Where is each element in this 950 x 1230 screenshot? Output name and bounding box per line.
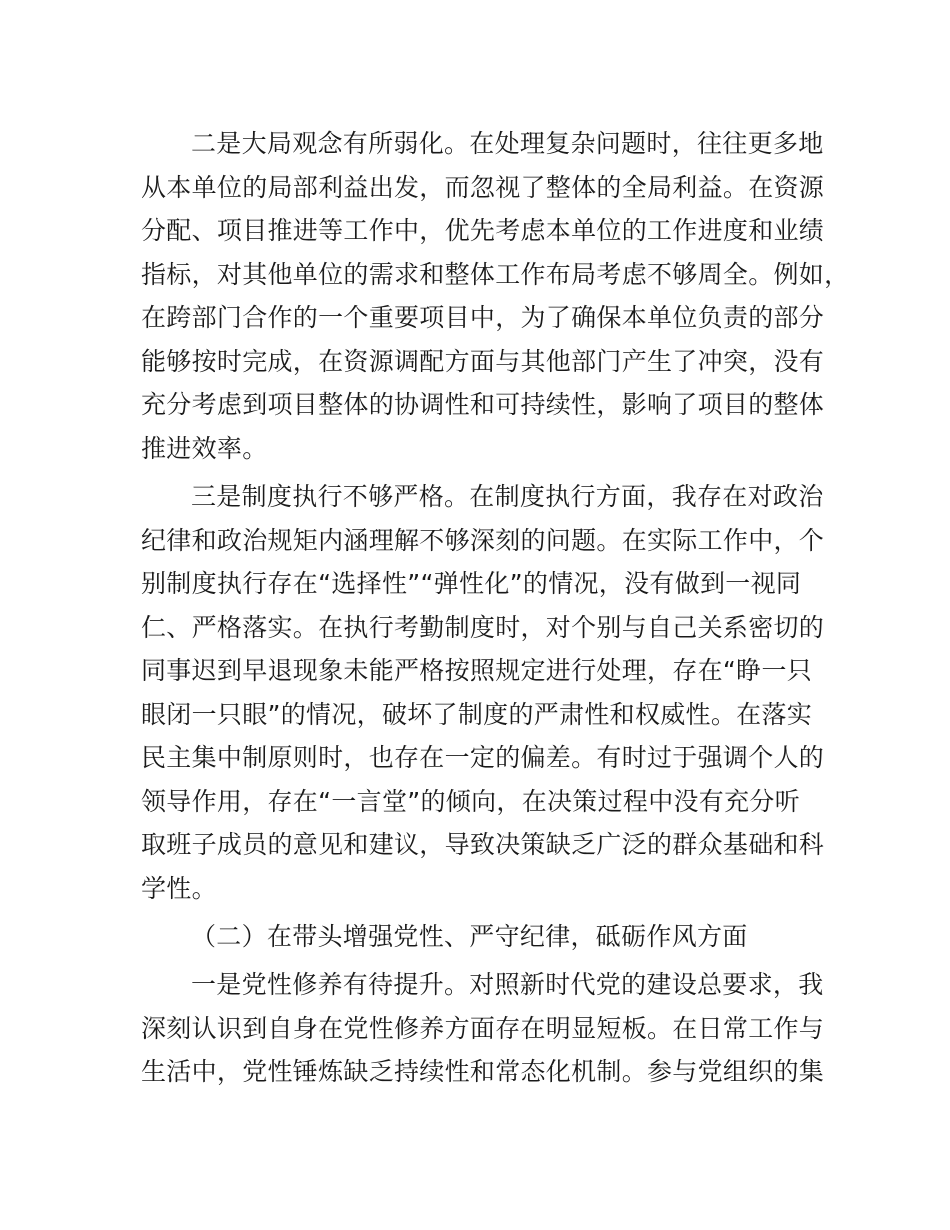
paragraph-line: 充分考虑到项目整体的协调性和可持续性，影响了项目的整体 [141, 390, 825, 419]
paragraph-line: 同事迟到早退现象未能严格按照规定进行处理，存在“睁一只 [141, 656, 813, 685]
paragraph-line: 取班子成员的意见和建议，导致决策缺乏广泛的群众基础和科 [141, 830, 825, 859]
paragraph-line: 推进效率。 [141, 434, 268, 463]
paragraph-line: 能够按时完成，在资源调配方面与其他部门产生了冲突，没有 [141, 347, 825, 376]
section-heading: （二）在带头增强党性、严守纪律，砥砺作风方面 [191, 922, 748, 951]
paragraph-line: 分配、项目推进等工作中，优先考虑本单位的工作进度和业绩 [141, 216, 825, 245]
paragraph-line: 仁、严格落实。在执行考勤制度时，对个别与自己关系密切的 [141, 613, 825, 642]
paragraph-line: 别制度执行存在“选择性”“弹性化”的情况，没有做到一视同 [141, 569, 802, 598]
paragraph-line: 民主集中制原则时，也存在一定的偏差。有时过于强调个人的 [141, 743, 825, 772]
paragraph-line: 深刻认识到自身在党性修养方面存在明显短板。在日常工作与 [141, 1014, 825, 1043]
paragraph-line: 二是大局观念有所弱化。在处理复杂问题时，往往更多地 [191, 129, 824, 158]
paragraph-line: 纪律和政治规矩内涵理解不够深刻的问题。在实际工作中，个 [141, 526, 825, 555]
paragraph-line: 领导作用，存在“一言堂”的倾向，在决策过程中没有充分听 [141, 787, 801, 816]
paragraph-line: 学性。 [141, 874, 217, 903]
paragraph-line: 眼闭一只眼”的情况，破坏了制度的严肃性和权威性。在落实 [141, 700, 813, 729]
paragraph-line: 三是制度执行不够严格。在制度执行方面，我存在对政治 [191, 482, 824, 511]
paragraph-line: 指标，对其他单位的需求和整体工作布局考虑不够周全。例如， [141, 260, 850, 289]
paragraph-line: 在跨部门合作的一个重要项目中，为了确保本单位负责的部分 [141, 303, 825, 332]
paragraph-line: 生活中，党性锤炼缺乏持续性和常态化机制。参与党组织的集 [141, 1057, 825, 1086]
paragraph-line: 从本单位的局部利益出发，而忽视了整体的全局利益。在资源 [141, 173, 825, 202]
paragraph-line: 一是党性修养有待提升。对照新时代党的建设总要求，我 [191, 970, 824, 999]
